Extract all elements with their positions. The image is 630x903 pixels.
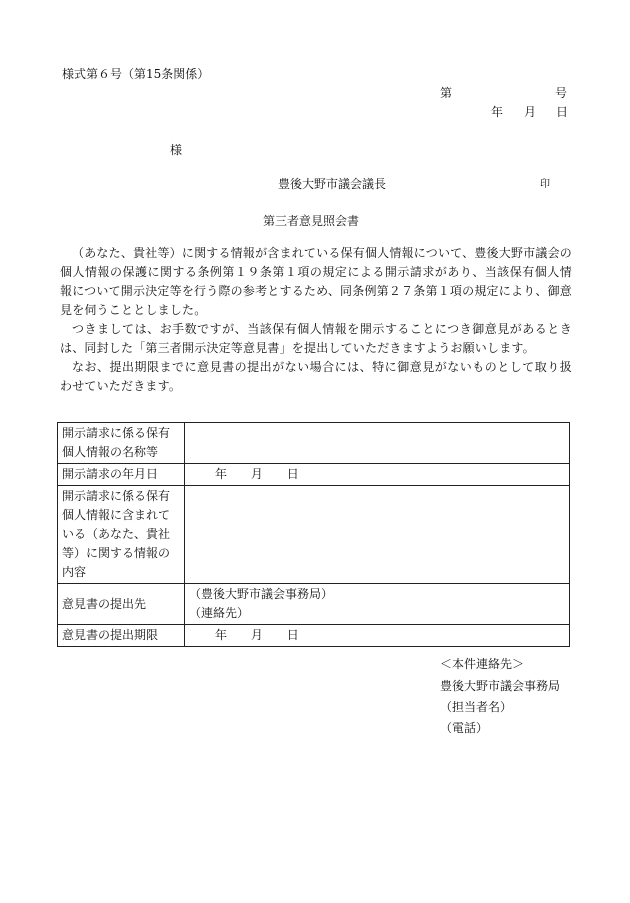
row5-value — [185, 625, 570, 647]
number-dai: 第 — [440, 86, 453, 100]
row5-day: 日 — [286, 628, 299, 642]
row2-year: 年 — [215, 467, 228, 481]
row2-day: 日 — [286, 467, 299, 481]
contact-heading: ＜本件連絡先＞ — [440, 657, 525, 671]
table-row — [58, 486, 570, 584]
date-day: 日 — [556, 105, 569, 119]
contact-person: （担当者名） — [440, 700, 513, 714]
document-title: 第三者意見照会書 — [263, 214, 360, 228]
row5-year: 年 — [215, 628, 228, 642]
row4-value — [185, 584, 570, 625]
sender-name: 豊後大野市議会議長 — [278, 177, 387, 191]
body-text — [60, 244, 572, 396]
row5-label: 意見書の提出期限 — [58, 625, 185, 647]
date-year: 年 — [491, 105, 504, 119]
row3-label: 開示請求に係る保有個人情報に含まれている（あなた、貴社等）に関する情報の内容 — [58, 486, 185, 584]
form-label: 様式第６号（第15条関係） — [62, 67, 210, 81]
row3-value — [185, 486, 570, 584]
table-row — [58, 423, 570, 464]
date-month: 月 — [524, 105, 537, 119]
contact-office: 豊後大野市議会事務局 — [440, 679, 561, 693]
table-row — [58, 464, 570, 486]
body-paragraph-3: なお、提出期限までに意見書の提出がない場合には、特に御意見がないものとして取り扱わせていただきます。 — [60, 360, 572, 393]
addressee-sama: 様 — [170, 143, 183, 157]
table-row — [58, 625, 570, 647]
row4-line2: （連絡先） — [189, 606, 250, 620]
row4-line1: （豊後大野市議会事務局） — [189, 587, 334, 601]
seal-mark: 印 — [540, 179, 550, 190]
contact-phone: （電話） — [440, 721, 489, 735]
number-go: 号 — [555, 86, 568, 100]
row5-month: 月 — [250, 628, 263, 642]
information-table — [57, 422, 570, 647]
row1-value — [185, 423, 570, 464]
body-paragraph-2: つきましては、お手数ですが、当該保有個人情報を開示することにつき御意見があるときは、同封した「第三者開示決定等意見書」を提出していただきますようお願いします。 — [60, 322, 572, 355]
row2-value — [185, 464, 570, 486]
row1-label: 開示請求に係る保有個人情報の名称等 — [58, 423, 185, 464]
row4-label: 意見書の提出先 — [58, 584, 185, 625]
body-paragraph-1: （あなた、貴社等）に関する情報が含まれている保有個人情報について、豊後大野市議会の個人情報の保護に関する条例第１９条第１項の規定による開示請求があり、当該保有個人情報について開示決定等を行う際の参考とするため、同条例第２７条第１項の規定により、御意見を伺うこととしました。 — [60, 246, 572, 317]
row2-month: 月 — [250, 467, 263, 481]
table-row — [58, 584, 570, 625]
row2-label: 開示請求の年月日 — [58, 464, 185, 486]
